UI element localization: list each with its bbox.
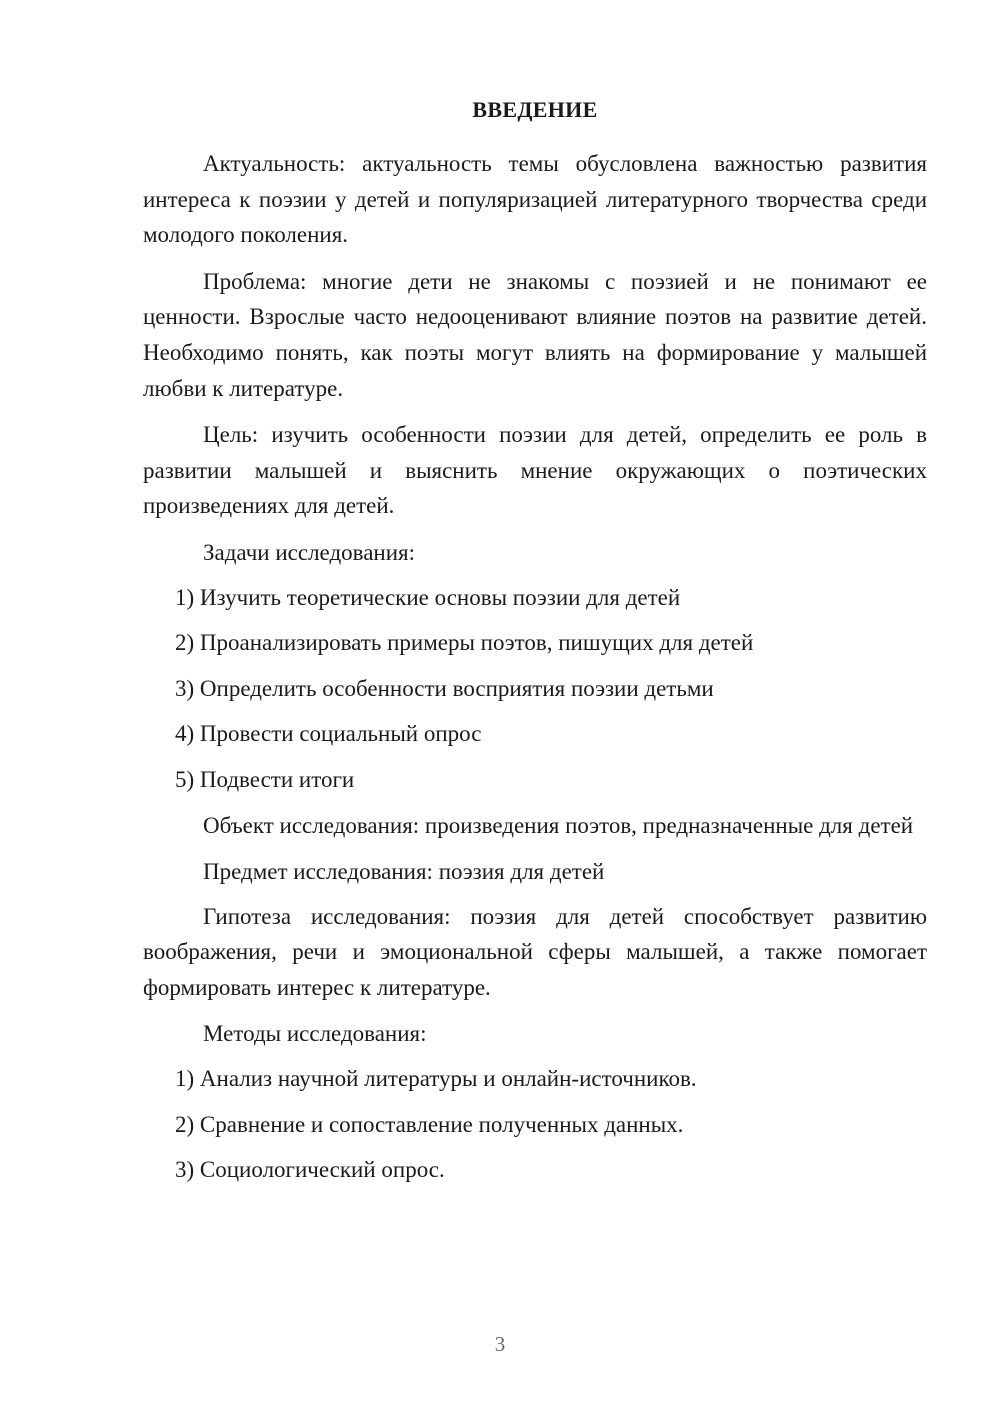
task-item: 1) Изучить теоретические основы поэзии для детей xyxy=(175,584,681,610)
method-item: 3) Социологический опрос. xyxy=(175,1157,445,1183)
object-paragraph: Объект исследования: произведения поэтов, предназначенные для детей xyxy=(203,812,914,838)
task-item: 3) Определить особенности восприятия поэзии детьми xyxy=(175,675,714,701)
method-item: 1) Анализ научной литературы и онлайн-источников. xyxy=(175,1066,697,1092)
task-item: 4) Провести социальный опрос xyxy=(175,721,482,747)
page-number: 3 xyxy=(494,1332,506,1356)
methods-list xyxy=(143,1061,927,1188)
tasks-list xyxy=(143,580,927,798)
section-title: ВВЕДЕНИЕ xyxy=(472,97,598,122)
page-content xyxy=(143,92,927,1198)
method-item: 2) Сравнение и сопоставление полученных данных. xyxy=(175,1111,684,1137)
subject-paragraph: Предмет исследования: поэзия для детей xyxy=(203,859,605,885)
tasks-heading: Задачи исследования: xyxy=(203,539,416,565)
task-item: 5) Подвести итоги xyxy=(175,766,355,792)
relevance-paragraph: Актуальность: актуальность темы обусловлена важностью развития интереса к поэзии у детей и популяризацией литературного творчества среди молодого поколения. xyxy=(143,151,927,248)
hypothesis-paragraph: Гипотеза исследования: поэзия для детей способствует развитию воображения, речи и эмоциональной сферы малышей, а также помогает формировать интерес к литературе. xyxy=(143,903,927,1000)
task-item: 2) Проанализировать примеры поэтов, пишущих для детей xyxy=(175,630,754,656)
methods-heading: Методы исследования: xyxy=(203,1021,427,1047)
goal-paragraph: Цель: изучить особенности поэзии для детей, определить ее роль в развитии малышей и выяснить мнение окружающих о поэтических произведениях для детей. xyxy=(143,422,927,519)
problem-paragraph: Проблема: многие дети не знакомы с поэзией и не понимают ее ценности. Взрослые часто недооценивают влияние поэтов на развитие детей. Необходимо понять, как поэты могут влиять на формирование у малышей любви к литературе. xyxy=(143,268,927,401)
